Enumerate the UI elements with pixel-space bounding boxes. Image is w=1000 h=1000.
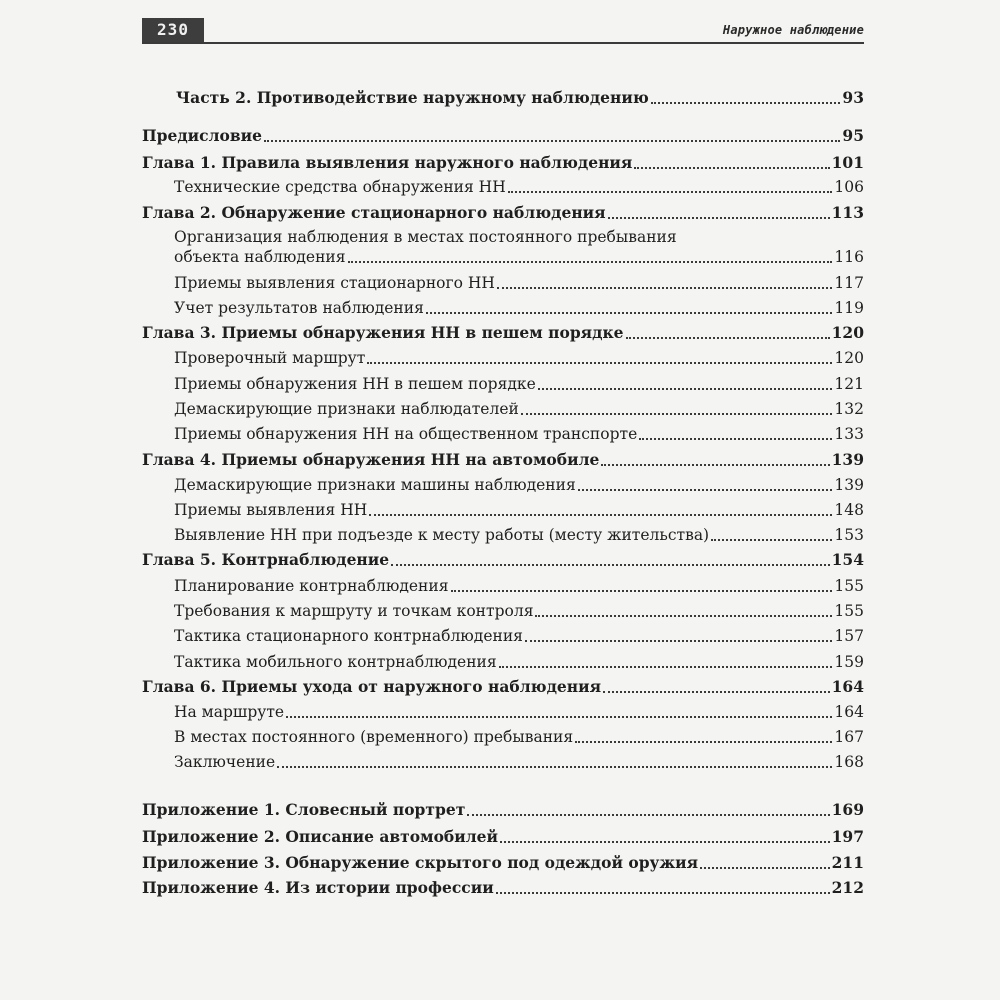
toc-page: 95 (842, 126, 864, 145)
toc-title: Глава 1. Правила выявления наружного наблюдения (142, 153, 633, 172)
toc-title: Тактика стационарного контрнаблюдения (174, 627, 523, 645)
leader-dots (467, 814, 829, 816)
leader-dots (369, 514, 832, 516)
toc-page: 155 (834, 577, 864, 595)
toc-section (142, 399, 864, 419)
toc-chapter (142, 323, 864, 343)
toc-chapter (142, 550, 864, 570)
toc-entry (142, 126, 864, 146)
toc-page: 154 (831, 550, 864, 569)
toc-title: Приложение 2. Описание автомобилей (142, 827, 499, 846)
toc-title: Приемы обнаружения НН на общественном транспорте (174, 425, 638, 443)
toc-section (142, 652, 864, 672)
toc-title: Выявление НН при подъезде к месту работы (месту жительства) (174, 526, 710, 544)
toc-page: 120 (834, 349, 864, 367)
toc-appendix (142, 827, 864, 847)
toc-page: 164 (831, 677, 864, 696)
toc-page: 155 (834, 602, 864, 620)
toc-title: Глава 2. Обнаружение стационарного наблюдения (142, 203, 606, 222)
leader-dots (651, 102, 841, 104)
toc-page: 93 (842, 88, 864, 107)
toc-page: 121 (834, 375, 864, 393)
toc-chapter (142, 153, 864, 173)
leader-dots (608, 217, 830, 219)
toc-section (142, 727, 864, 747)
toc-section (142, 374, 864, 394)
toc-section (142, 247, 864, 267)
toc-section (142, 500, 864, 520)
toc-title: объекта наблюдения (174, 248, 346, 266)
toc-title: Приложение 1. Словесный портрет (142, 800, 466, 819)
toc-section (142, 702, 864, 722)
toc-section (142, 475, 864, 495)
leader-dots (286, 716, 832, 718)
toc-appendix (142, 800, 864, 820)
toc-section (142, 525, 864, 545)
toc-title: Технические средства обнаружения НН (174, 178, 506, 196)
leader-dots (603, 691, 830, 693)
leader-dots (500, 841, 830, 843)
toc-appendix (142, 853, 864, 873)
toc-title: На маршруте (174, 703, 285, 721)
toc-title: Глава 6. Приемы ухода от наружного наблюдения (142, 677, 602, 696)
toc-page: 116 (834, 248, 864, 266)
leader-dots (499, 666, 833, 668)
page-number: 230 (142, 18, 204, 42)
running-header (142, 18, 864, 44)
leader-dots (264, 140, 840, 142)
toc-title: Предисловие (142, 126, 262, 145)
toc-part-heading (142, 88, 864, 108)
toc-title: Демаскирующие признаки наблюдателей (174, 400, 519, 418)
toc-page: 211 (831, 853, 864, 872)
toc-title: Приложение 4. Из истории профессии (142, 878, 494, 897)
toc-chapter (142, 677, 864, 697)
toc-title: В местах постоянного (временного) пребывания (174, 728, 574, 746)
toc-title: Планирование контрнаблюдения (174, 577, 449, 595)
toc-title: Тактика мобильного контрнаблюдения (174, 653, 497, 671)
toc-title: Глава 3. Приемы обнаружения НН в пешем порядке (142, 323, 624, 342)
leader-dots (426, 312, 833, 314)
toc-page: 106 (834, 178, 864, 196)
toc-title: Проверочный маршрут (174, 349, 366, 367)
toc-section (142, 576, 864, 596)
running-title: Наружное наблюдение (722, 23, 864, 37)
toc-section (142, 424, 864, 444)
toc-page: 157 (834, 627, 864, 645)
toc-chapter (142, 203, 864, 223)
toc-page: 117 (834, 274, 864, 292)
toc-section-line1: Организация наблюдения в местах постоянного пребывания (174, 228, 677, 246)
toc-title: Приемы выявления стационарного НН (174, 274, 495, 292)
leader-dots (508, 191, 833, 193)
toc-title: Демаскирующие признаки машины наблюдения (174, 476, 576, 494)
leader-dots (496, 892, 830, 894)
toc-page: 132 (834, 400, 864, 418)
toc-title: Глава 5. Контрнаблюдение (142, 550, 390, 569)
leader-dots (538, 388, 833, 390)
toc-page: 119 (834, 299, 864, 317)
leader-dots (575, 741, 832, 743)
toc-section (142, 752, 864, 772)
toc-title: Приемы обнаружения НН в пешем порядке (174, 375, 536, 393)
leader-dots (451, 590, 833, 592)
leader-dots (521, 413, 833, 415)
leader-dots (634, 167, 829, 169)
toc-title: Учет результатов наблюдения (174, 299, 424, 317)
toc-title: Приемы выявления НН (174, 501, 368, 519)
toc-page: 197 (831, 827, 864, 846)
toc-title: Требования к маршруту и точкам контроля (174, 602, 534, 620)
toc-page: 168 (834, 753, 864, 771)
toc-page: 113 (831, 203, 864, 222)
toc-section (142, 177, 864, 197)
toc-section (142, 601, 864, 621)
toc-page: 148 (834, 501, 864, 519)
toc-title: Заключение (174, 753, 276, 771)
toc-chapter (142, 450, 864, 470)
toc-page: 159 (834, 653, 864, 671)
toc-page: 139 (834, 476, 864, 494)
toc-title: Часть 2. Противодействие наружному наблюдению (176, 88, 649, 107)
toc-appendix (142, 878, 864, 898)
toc-title: Глава 4. Приемы обнаружения НН на автомобиле (142, 450, 600, 469)
toc-page: 167 (834, 728, 864, 746)
leader-dots (277, 766, 832, 768)
toc-section (142, 348, 864, 368)
leader-dots (700, 867, 830, 869)
toc-page: 139 (831, 450, 864, 469)
toc-page: 153 (834, 526, 864, 544)
toc-section (142, 273, 864, 293)
toc-title: Приложение 3. Обнаружение скрытого под одеждой оружия (142, 853, 699, 872)
toc-section (142, 626, 864, 646)
leader-dots (601, 464, 829, 466)
toc-page: 101 (831, 153, 864, 172)
toc-page: 164 (834, 703, 864, 721)
leader-dots (626, 337, 830, 339)
leader-dots (639, 438, 832, 440)
toc-page: 212 (831, 878, 864, 897)
toc-page: 169 (831, 800, 864, 819)
leader-dots (348, 261, 833, 263)
toc-page: 133 (834, 425, 864, 443)
leader-dots (535, 615, 832, 617)
leader-dots (711, 539, 832, 541)
leader-dots (497, 287, 832, 289)
toc-section (142, 298, 864, 318)
leader-dots (391, 564, 830, 566)
leader-dots (367, 362, 832, 364)
leader-dots (525, 640, 832, 642)
toc-page: 120 (831, 323, 864, 342)
leader-dots (578, 489, 833, 491)
